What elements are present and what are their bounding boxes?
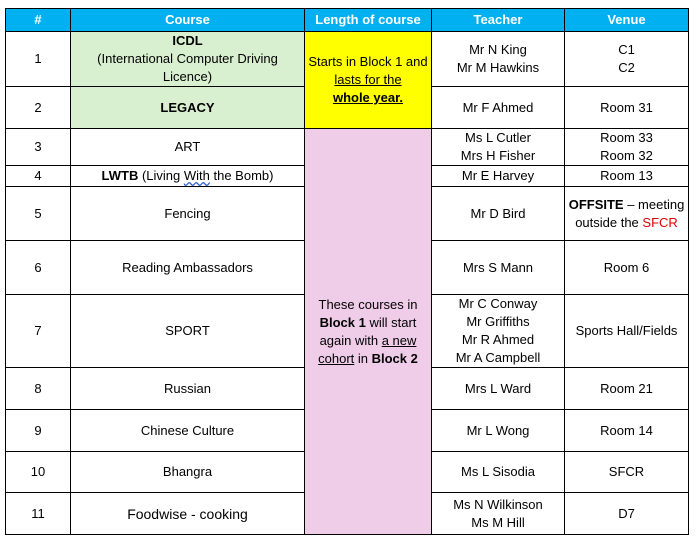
course-cell: Russian [71, 368, 305, 410]
teacher-cell: Mr E Harvey [432, 166, 565, 187]
venue-cell [565, 187, 689, 241]
venue-text: – meeting outside the [575, 196, 685, 230]
block-text-4: a new cohort [318, 332, 417, 366]
teacher-cell: Mrs S Mann [432, 241, 565, 295]
course-text: the Bomb) [209, 168, 274, 183]
row-number: 10 [6, 452, 71, 493]
venue-name: C2 [618, 60, 635, 75]
teacher-name: Ms L Cutler [465, 130, 531, 145]
row-number: 4 [6, 166, 71, 187]
course-cell: SPORT [71, 295, 305, 368]
course-cell: LEGACY [71, 87, 305, 129]
course-text: With [183, 168, 210, 183]
teacher-name: Mr Griffiths [466, 314, 530, 329]
venue-cell: SFCR [565, 452, 689, 493]
venue-cell: D7 [565, 493, 689, 535]
teacher-name: Mrs H Fisher [460, 148, 536, 163]
block-text-5: in [354, 350, 372, 366]
teacher-cell [432, 493, 565, 535]
venue-cell: Room 21 [565, 368, 689, 410]
header-length: Length of course [305, 9, 432, 32]
length-cell-year [305, 32, 432, 129]
course-subtitle: (International Computer Driving Licence) [97, 51, 278, 84]
row-number: 11 [6, 493, 71, 535]
teacher-name: Ms M Hill [471, 514, 525, 530]
row-number: 2 [6, 87, 71, 129]
teacher-cell [432, 129, 565, 166]
header-teacher: Teacher [432, 9, 565, 32]
venue-offsite: OFFSITE [568, 196, 624, 212]
row-number: 6 [6, 241, 71, 295]
table-row [6, 129, 689, 166]
courses-table [5, 8, 689, 535]
venue-name: Room 32 [600, 148, 653, 163]
course-cell: Chinese Culture [71, 410, 305, 452]
row-number: 1 [6, 32, 71, 87]
teacher-cell [432, 295, 565, 368]
teacher-name: Mr C Conway [458, 296, 538, 311]
course-cell: Reading Ambassadors [71, 241, 305, 295]
row-number: 3 [6, 129, 71, 166]
row-number: 9 [6, 410, 71, 452]
course-acronym: LWTB [101, 168, 139, 183]
venue-cell [565, 129, 689, 166]
teacher-name: Mr R Ahmed [461, 332, 535, 347]
length-cell-block [305, 129, 432, 535]
block-text-1: These courses in [318, 296, 418, 312]
header-venue: Venue [565, 9, 689, 32]
venue-cell: Sports Hall/Fields [565, 295, 689, 368]
block-text-2: Block 1 [319, 314, 366, 330]
teacher-cell: Mr F Ahmed [432, 87, 565, 129]
teacher-cell [432, 32, 565, 87]
venue-cell [565, 32, 689, 87]
course-cell: Foodwise - cooking [71, 493, 305, 535]
venue-name: Room 33 [600, 130, 653, 145]
course-title: ICDL [172, 33, 203, 48]
row-number: 8 [6, 368, 71, 410]
block-text-3: will start again with [319, 314, 417, 348]
row-number: 5 [6, 187, 71, 241]
course-cell: Bhangra [71, 452, 305, 493]
venue-cell: Room 6 [565, 241, 689, 295]
teacher-name: Ms N Wilkinson [453, 496, 543, 512]
venue-name: C1 [618, 42, 635, 57]
teacher-name: Mr N King [469, 42, 527, 57]
course-text: (Living [138, 168, 184, 183]
length-text-2: lasts for the [334, 72, 402, 87]
header-num: # [6, 9, 71, 32]
length-text-1: Starts in Block 1 and [308, 54, 428, 69]
length-text-3: whole year. [332, 90, 404, 105]
course-cell: ART [71, 129, 305, 166]
teacher-cell: Mr D Bird [432, 187, 565, 241]
course-cell [71, 166, 305, 187]
teacher-cell: Mrs L Ward [432, 368, 565, 410]
row-number: 7 [6, 295, 71, 368]
teacher-cell: Ms L Sisodia [432, 452, 565, 493]
table-row [6, 32, 689, 87]
venue-cell: Room 13 [565, 166, 689, 187]
venue-highlight: SFCR [642, 214, 678, 230]
block-text-6: Block 2 [371, 350, 418, 366]
teacher-name: Mr M Hawkins [456, 60, 540, 75]
teacher-name: Mr A Campbell [455, 350, 541, 365]
course-cell: Fencing [71, 187, 305, 241]
header-row [6, 9, 689, 32]
header-course: Course [71, 9, 305, 32]
venue-cell: Room 31 [565, 87, 689, 129]
teacher-cell: Mr L Wong [432, 410, 565, 452]
course-cell [71, 32, 305, 87]
venue-cell: Room 14 [565, 410, 689, 452]
